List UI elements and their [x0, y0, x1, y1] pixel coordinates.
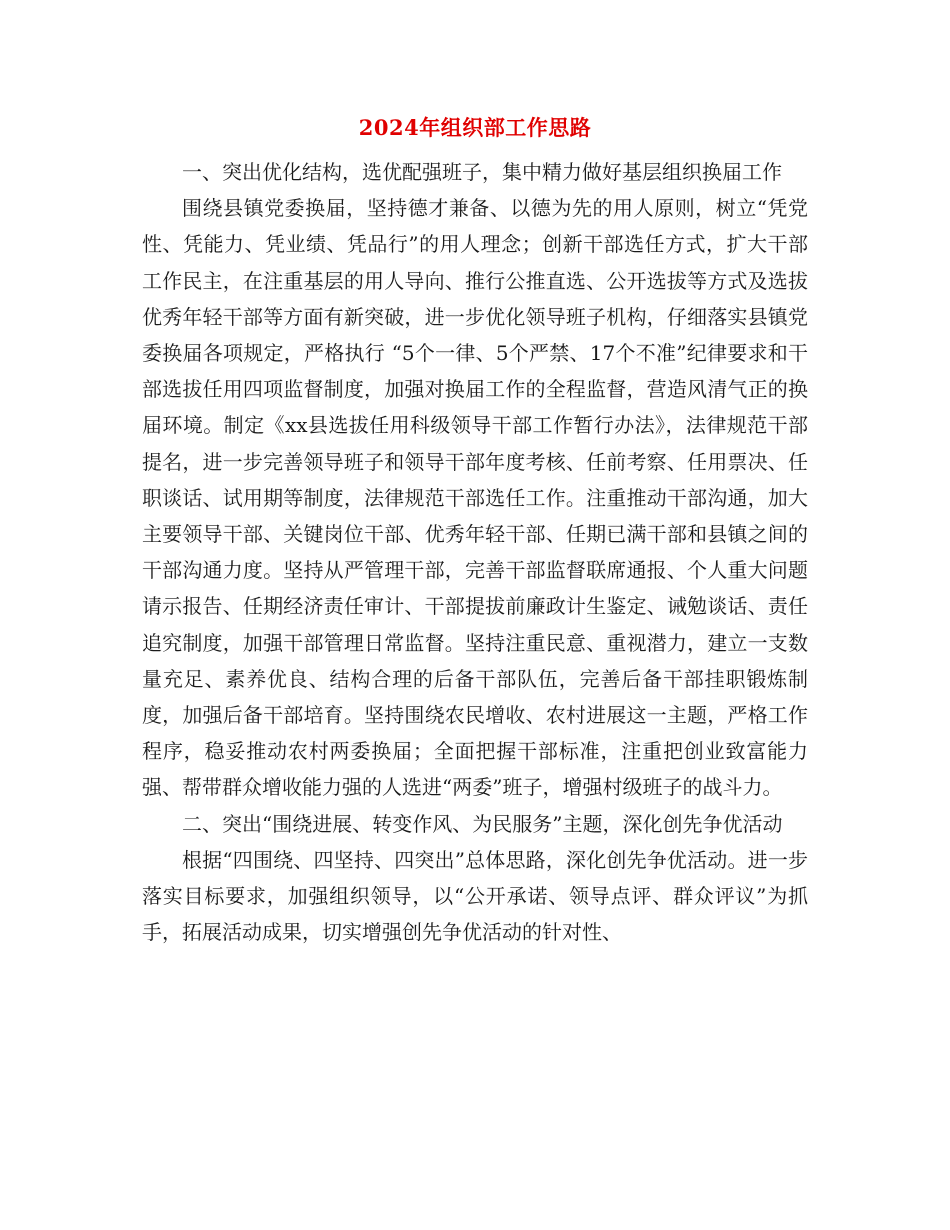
- section-heading-1: 一、突出优化结构，选优配强班子，集中精力做好基层组织换届工作: [182, 160, 782, 184]
- body-paragraph-1: 围绕县镇党委换届，坚持德才兼备、以德为先的用人原则，树立“凭党性、凭能力、凭业绩、凭品行”的用人理念；创新干部选任方式，扩大干部工作民主，在注重基层的用人导向、推行公推直选、公开选拔等方式及选拔优秀年轻干部等方面有新突破，进一步优化领导班子机构，仔细落实县镇党委换届各项规定，严格执行 “5个一律、5个严禁、17个不准”纪律要求和干部选拔任用四项监督制度，加强对换届工作的全程监督，营造风清气正的换届环境。制定《xx县选拔任用科级领导干部工作暂行办法》，法律规范干部提名，进一步完善领导班子和领导干部年度考核、任前考察、任用票决、任职谈话、试用期等制度，法律规范干部选任工作。注重推动干部沟通，加大主要领导干部、关键岗位干部、优秀年轻干部、任期已满干部和县镇之间的干部沟通力度。坚持从严管理干部，完善干部监督联席通报、个人重大问题请示报告、任期经济责任审计、干部提拔前廉政计生鉴定、诫勉谈话、责任追究制度，加强干部管理日常监督。坚持注重民意、重视潜力，建立一支数量充足、素养优良、结构合理的后备干部队伍，完善后备干部挂职锻炼制度，加强后备干部培育。坚持围绕农民增收、农村进展这一主题，严格工作程序，稳妥推动农村两委换届；全面把握干部标准，注重把创业致富能力强、帮带群众增收能力强的人选进“两委”班子，增强村级班子的战斗力。: [142, 196, 808, 800]
- section-heading-2: 二、突出“围绕进展、转变作风、为民服务”主题，深化创先争优活动: [182, 811, 783, 836]
- document-page: [142, 108, 808, 950]
- document-title: 2024年组织部工作思路: [358, 115, 592, 140]
- body-paragraph-2: 根据“四围绕、四坚持、四突出”总体思路，深化创先争优活动。进一步落实目标要求，加强组织领导，以“公开承诺、领导点评、群众评议”为抓手，拓展活动成果，切实增强创先争优活动的针对性、: [142, 847, 808, 945]
